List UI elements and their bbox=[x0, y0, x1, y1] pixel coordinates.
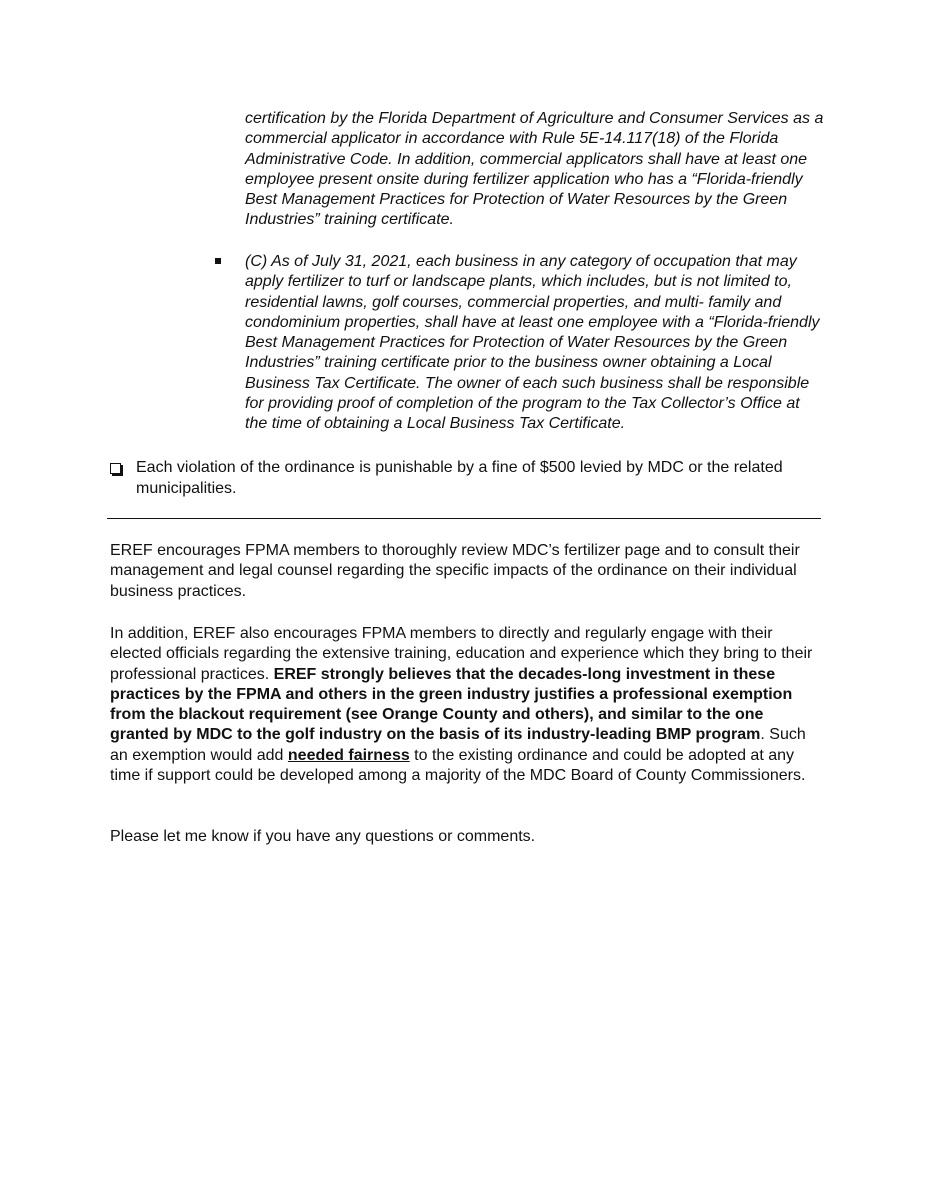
bullet-c-text: (C) As of July 31, 2021, each business in any category of occupation that may apply fertilizer to turf or landscape plants, which includes, but is not limited to, residential lawns, golf courses, commercial properties, and multi- family and condominium properties, shall have at least one employee with a “Florida-friendly Best Management Practices for Protection of Water Resources by the Green Industries” training certificate prior to the business owner obtaining a Local Business Tax Certificate. The owner of each such business shall be responsible for providing proof of completion of the program to the Tax Collector’s Office at the time of obtaining a Local Business Tax Certificate. bbox=[245, 253, 820, 433]
continued-bullet-text: certification by the Florida Department of Agriculture and Consumer Services as a commercial applicator in accordance with Rule 5E-14.117(18) of the Florida Administrative Code. In addition, commercial applicators shall have at least one employee present onsite during fertilizer application who has a “Florida-friendly Best Management Practices for Protection of Water Resources by the Green Industries” training certificate. bbox=[245, 110, 824, 229]
square-bullet-icon bbox=[215, 258, 221, 264]
section-divider bbox=[107, 518, 821, 519]
paragraph-engage-mid: . Such an exemption would add bbox=[110, 726, 806, 764]
paragraph-review: EREF encourages FPMA members to thoroughly review MDC’s fertilizer page and to consult their management and legal counsel regarding the specific impacts of the ordinance on their individual business practices. bbox=[110, 542, 800, 600]
violation-text: Each violation of the ordinance is punishable by a fine of $500 levied by MDC or the related municipalities. bbox=[136, 459, 783, 497]
paragraph-engage-end: to the existing ordinance and could be adopted at any time if support could be developed among a majority of the MDC Board of County Commissioners. bbox=[110, 746, 806, 785]
needed-fairness-underlined: needed fairness bbox=[287, 746, 410, 764]
paragraph-closing: Please let me know if you have any questions or comments. bbox=[110, 828, 536, 845]
paragraph-engage-intro: In addition, EREF also encourages FPMA members to directly and regularly engage with their elected officials regarding the extensive training, education and experience which they bring to their professional practices. bbox=[110, 625, 813, 683]
paragraph-engage bbox=[110, 624, 825, 786]
checkbox-bullet-icon bbox=[110, 463, 121, 474]
paragraph-engage-bold: EREF strongly believes that the decades-long investment in these practices by the FPMA and others in the green industry justifies a professional exemption from the blackout requirement (see Orange County and others), and similar to the one granted by MDC to the golf industry on the basis of its industry-leading BMP program bbox=[110, 665, 793, 744]
